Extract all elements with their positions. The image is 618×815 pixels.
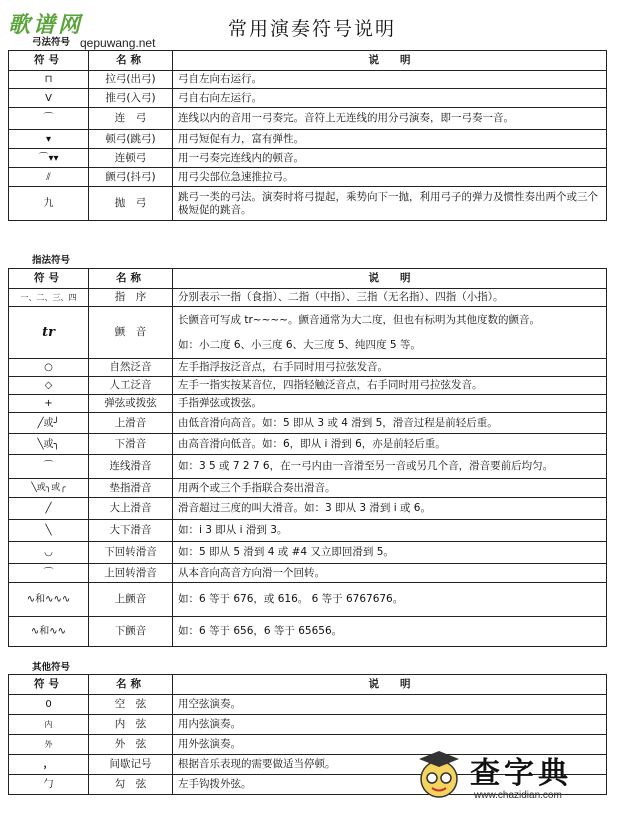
symbol-cell: 内 <box>9 715 89 735</box>
table-row <box>9 289 607 307</box>
desc-cell: 由低音滑向高音。如：5 即从 3 或 4 滑到 5，滑音过程是前轻后重。 <box>173 413 607 434</box>
table-row <box>9 149 607 168</box>
table-row <box>9 715 607 735</box>
name-cell: 颤 音 <box>89 307 173 359</box>
symbol-cell: ○ <box>9 359 89 377</box>
desc-cell: 连线以内的音用一弓奏完。音符上无连线的用分弓演奏，即一弓奏一音。 <box>173 108 607 130</box>
table-row <box>9 434 607 455</box>
finger-symbol-table <box>8 268 607 647</box>
section-title-finger: 指法符号 <box>32 255 71 266</box>
desc-cell: 如：3 5 或 7 2 7 6，在一弓内由一音滑至另一音或另几个音，滑音要前后均匀。 <box>173 455 607 479</box>
name-cell: 人工泛音 <box>89 377 173 395</box>
symbol-cell: ╱ <box>9 498 89 520</box>
symbol-cell: 0 <box>9 695 89 715</box>
table-row <box>9 89 607 108</box>
section-title-bow: 弓法符号 <box>32 37 71 48</box>
desc-cell: 用内弦演奏。 <box>173 715 607 735</box>
name-cell: 连 弓 <box>89 108 173 130</box>
symbol-cell: ∿和∿∿∿ <box>9 583 89 617</box>
symbol-cell: ╱或╯ <box>9 413 89 434</box>
section-title-other: 其他符号 <box>32 662 71 673</box>
name-cell: 间歇记号 <box>89 755 173 775</box>
desc-cell: 手指弹弦或拨弦。 <box>173 395 607 413</box>
desc-cell: 跳弓一类的弓法。演奏时将弓提起，乘势向下一抛，利用弓子的弹力及惯性奏出两个或三个极短促的跳音。 <box>173 187 607 221</box>
desc-cell: 左手一指实按某音位，四指轻触泛音点，右手同时用弓拉弦发音。 <box>173 377 607 395</box>
table-row <box>9 187 607 221</box>
name-cell: 顿弓(跳弓) <box>89 130 173 149</box>
desc-cell: 左手指浮按泛音点，右手同时用弓拉弦发音。 <box>173 359 607 377</box>
symbol-cell: tr <box>9 307 89 359</box>
symbol-cell: ⌒ <box>9 564 89 583</box>
table-row <box>9 617 607 647</box>
desc-cell: 左手钩拨外弦。 <box>173 775 607 795</box>
table-row <box>9 542 607 564</box>
name-cell: 上滑音 <box>89 413 173 434</box>
desc-cell: 弓自左向右运行。 <box>173 71 607 89</box>
symbol-cell: ▾ <box>9 130 89 149</box>
symbol-cell: ╲或╮ <box>9 434 89 455</box>
col-header-symbol: 符号 <box>9 269 89 289</box>
name-cell: 上颤音 <box>89 583 173 617</box>
name-cell: 垫指滑音 <box>89 479 173 498</box>
desc-cell: 用弓尖部位急速推拉弓。 <box>173 168 607 187</box>
symbol-cell: ⌒▾▾ <box>9 149 89 168</box>
desc-cell: 由高音滑向低音。如：6，即从 i 滑到 6，亦是前轻后重。 <box>173 434 607 455</box>
col-header-symbol: 符号 <box>9 675 89 695</box>
symbol-cell: ╲或╮或╭ <box>9 479 89 498</box>
symbol-cell: 外 <box>9 735 89 755</box>
name-cell: 指 序 <box>89 289 173 307</box>
symbol-cell: 九 <box>9 187 89 221</box>
symbol-cell: ∿和∿∿ <box>9 617 89 647</box>
symbol-cell: ◡ <box>9 542 89 564</box>
name-cell: 大上滑音 <box>89 498 173 520</box>
site-url[interactable]: qepuwang.net <box>80 36 156 50</box>
bow-symbol-table <box>8 50 607 221</box>
desc-cell: 用一弓奏完连线内的顿音。 <box>173 149 607 168</box>
symbol-cell: ， <box>9 755 89 775</box>
desc-cell: 从本音向高音方向滑一个回转。 <box>173 564 607 583</box>
symbol-cell: ⊓ <box>9 71 89 89</box>
table-row <box>9 395 607 413</box>
watermark-url[interactable]: www.chazidian.com <box>474 790 562 801</box>
col-header-name: 名称 <box>89 51 173 71</box>
page-title: 常用演奏符号说明 <box>228 18 397 40</box>
name-cell: 上回转滑音 <box>89 564 173 583</box>
desc-cell: 用两个或三个手指联合奏出滑音。 <box>173 479 607 498</box>
name-cell: 下滑音 <box>89 434 173 455</box>
watermark-text: 查字典 <box>470 756 572 791</box>
table-row <box>9 130 607 149</box>
symbol-cell: ⌒ <box>9 108 89 130</box>
table-row <box>9 359 607 377</box>
table-row <box>9 520 607 542</box>
name-cell: 空 弦 <box>89 695 173 715</box>
desc-cell: 如：5 即从 5 滑到 4 或 #4 又立即回滑到 5。 <box>173 542 607 564</box>
site-logo[interactable]: 歌谱网 <box>8 12 84 38</box>
symbol-cell: 一、二、三、四 <box>9 289 89 307</box>
col-header-desc: 说 明 <box>173 675 607 695</box>
col-header-symbol: 符号 <box>9 51 89 71</box>
name-cell: 大下滑音 <box>89 520 173 542</box>
desc-cell: 用弓短促有力，富有弹性。 <box>173 130 607 149</box>
name-cell: 外 弦 <box>89 735 173 755</box>
trill-desc-line2: 如：小二度 6、小三度 6、大三度 5、纯四度 5 等。 <box>178 338 421 351</box>
desc-cell: 用外弦演奏。 <box>173 735 607 755</box>
table-row <box>9 564 607 583</box>
name-cell: 内 弦 <box>89 715 173 735</box>
col-header-name: 名称 <box>89 269 173 289</box>
table-row <box>9 377 607 395</box>
trill-desc-line1: 长颤音可写成 tr~~~~。颤音通常为大二度，但也有标明为其他度数的颤音。 <box>178 313 540 326</box>
name-cell: 下颤音 <box>89 617 173 647</box>
col-header-name: 名称 <box>89 675 173 695</box>
desc-cell: 如：6 等于 676，或 616。 6 等于 6767676。 <box>173 583 607 617</box>
table-row <box>9 71 607 89</box>
symbol-cell: + <box>9 395 89 413</box>
table-row <box>9 168 607 187</box>
table-row <box>9 307 607 359</box>
name-cell: 下回转滑音 <box>89 542 173 564</box>
desc-cell: 如：i 3 即从 i 滑到 3。 <box>173 520 607 542</box>
name-cell: 颤弓(抖弓) <box>89 168 173 187</box>
desc-cell: 滑音超过三度的叫大滑音。如：3 即从 3 滑到 i 或 6。 <box>173 498 607 520</box>
col-header-desc: 说 明 <box>173 269 607 289</box>
desc-cell: 分别表示一指（食指）、二指（中指）、三指（无名指）、四指（小指）。 <box>173 289 607 307</box>
name-cell: 拉弓(出弓) <box>89 71 173 89</box>
symbol-cell: ╲ <box>9 520 89 542</box>
desc-cell <box>173 307 607 359</box>
name-cell: 连顿弓 <box>89 149 173 168</box>
symbol-cell: V <box>9 89 89 108</box>
table-row <box>9 498 607 520</box>
desc-cell: 根据音乐表现的需要做适当停顿。 <box>173 755 607 775</box>
symbol-cell: ◇ <box>9 377 89 395</box>
name-cell: 弹弦或拨弦 <box>89 395 173 413</box>
name-cell: 勾 弦 <box>89 775 173 795</box>
symbol-cell: ⌒ <box>9 455 89 479</box>
table-row <box>9 583 607 617</box>
col-header-desc: 说 明 <box>173 51 607 71</box>
name-cell: 推弓(入弓) <box>89 89 173 108</box>
table-row <box>9 108 607 130</box>
name-cell: 抛 弓 <box>89 187 173 221</box>
symbol-cell: ⫽ <box>9 168 89 187</box>
name-cell: 自然泛音 <box>89 359 173 377</box>
table-row <box>9 455 607 479</box>
desc-cell: 如：6 等于 656，6 等于 65656。 <box>173 617 607 647</box>
table-row <box>9 413 607 434</box>
name-cell: 连线滑音 <box>89 455 173 479</box>
desc-cell: 用空弦演奏。 <box>173 695 607 715</box>
table-row <box>9 695 607 715</box>
desc-cell: 弓自右向左运行。 <box>173 89 607 108</box>
table-row <box>9 479 607 498</box>
symbol-cell: 勹 <box>9 775 89 795</box>
